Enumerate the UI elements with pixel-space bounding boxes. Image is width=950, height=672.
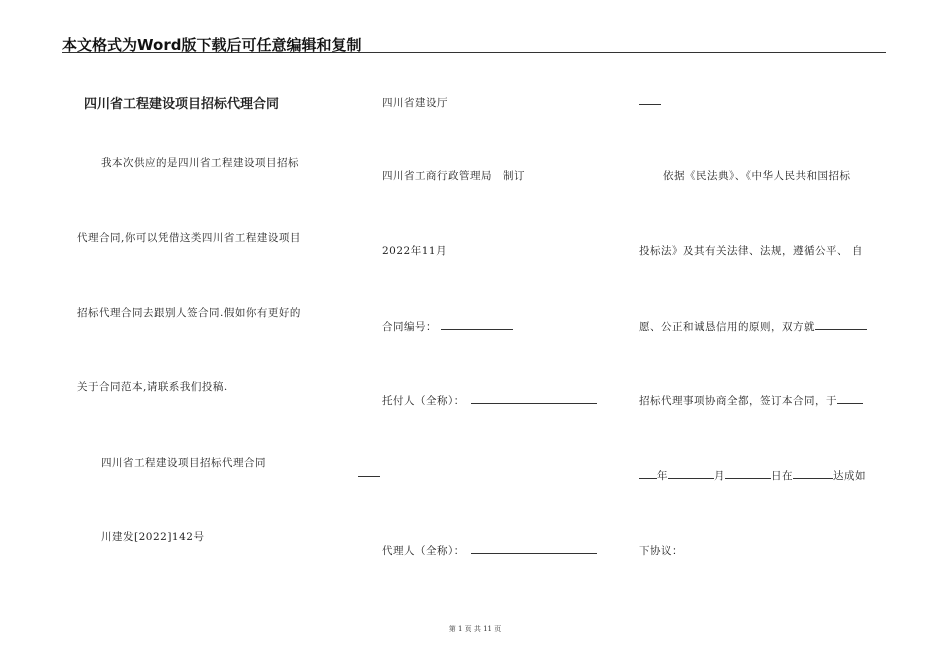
body-line: 代理合同,你可以凭借这类四川省工程建设项目 <box>77 232 301 244</box>
issuer-line: 四川省建设厅 <box>382 97 448 109</box>
header-rule <box>62 52 886 53</box>
body-line <box>639 393 863 408</box>
body-line <box>639 319 867 334</box>
contract-number-field <box>382 319 513 334</box>
place-blank <box>793 468 833 479</box>
body-line: 招标代理合同去跟别人签合同.假如你有更好的 <box>77 307 301 319</box>
day-blank <box>725 468 771 479</box>
body-line: 投标法》及其有关法律、法规，遵循公平、 自 <box>639 245 863 257</box>
principal-label: 托付人（全称）： <box>382 395 465 407</box>
principal-field <box>382 393 597 408</box>
agent-blank <box>471 543 597 554</box>
agent-field <box>382 543 597 558</box>
blank-line <box>639 94 661 105</box>
day-label: 日在 <box>771 470 793 482</box>
download-banner: 本文格式为Word版下载后可任意编辑和复制 <box>62 36 362 54</box>
body-line: 依据《民法典》、《中华人民共和国招标 <box>663 170 851 182</box>
body-line: 我本次供应的是四川省工程建设项目招标 <box>101 157 299 169</box>
contract-number-blank <box>441 319 513 330</box>
body-text: 愿、公正和诚恳信用的原则，双方就 <box>639 321 815 333</box>
year-prefix-blank <box>837 393 863 404</box>
body-text: 招标代理事项协商全都，签订本合同，于 <box>639 395 837 407</box>
project-blank <box>815 319 867 330</box>
page-number: 第 1 页 共 11 页 <box>448 625 502 633</box>
body-line: 下协议： <box>639 545 683 557</box>
principal-blank <box>471 393 597 404</box>
document-number: 川建发[2022]142号 <box>101 531 205 543</box>
year-blank <box>639 468 657 479</box>
body-line: 四川省工程建设项目招标代理合同 <box>101 457 266 469</box>
month-blank <box>668 468 714 479</box>
blank-line <box>358 466 380 477</box>
body-text: 达成如 <box>833 470 866 482</box>
agent-label: 代理人（全称）： <box>382 545 465 557</box>
year-label: 年 <box>657 470 668 482</box>
issuer-line: 四川省工商行政管理局 制订 <box>382 170 525 182</box>
body-line: 关于合同范本,请联系我们投稿. <box>77 381 228 393</box>
document-title: 四川省工程建设项目招标代理合同 <box>84 97 280 112</box>
issue-date: 2022年11月 <box>382 245 448 257</box>
month-label: 月 <box>714 470 725 482</box>
contract-number-label: 合同编号： <box>382 321 437 333</box>
date-place-line <box>639 468 866 483</box>
